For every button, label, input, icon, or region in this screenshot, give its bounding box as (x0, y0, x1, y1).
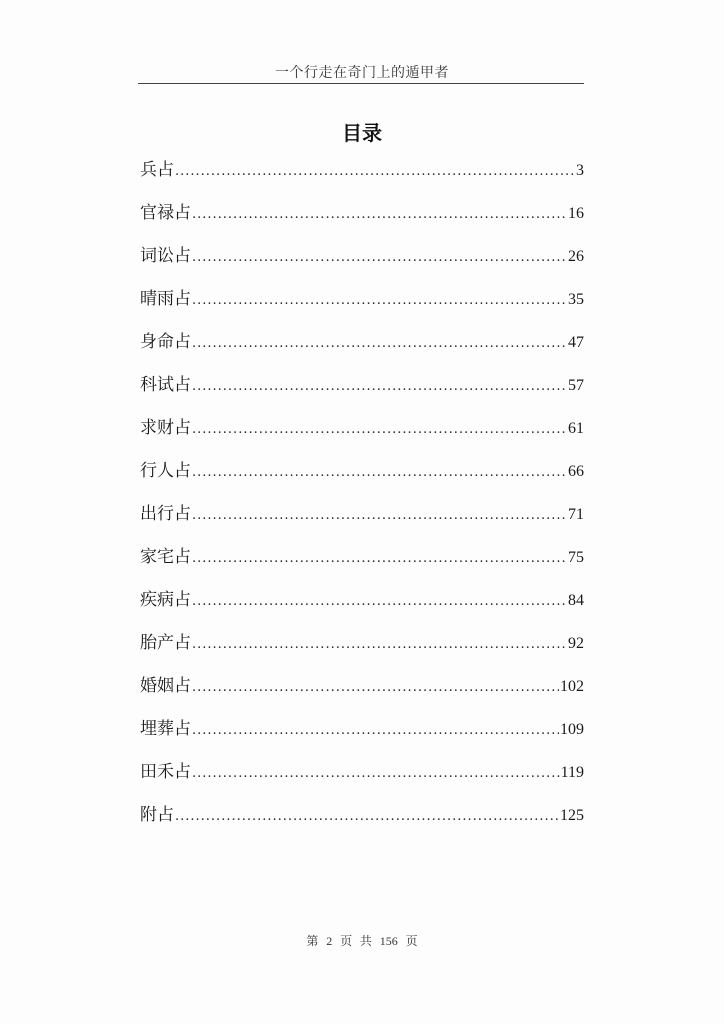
toc-entry[interactable] (140, 242, 584, 285)
toc-entry[interactable] (140, 156, 584, 199)
toc-dot-leader (192, 502, 567, 530)
toc-entry[interactable] (140, 199, 584, 242)
footer-total-pages: 156 (379, 934, 398, 948)
toc-entry[interactable] (140, 543, 584, 586)
toc-entry[interactable] (140, 586, 584, 629)
toc-entry-label: 求财占 (140, 418, 191, 438)
toc-entry[interactable] (140, 328, 584, 371)
toc-entry-label: 附占 (140, 805, 174, 825)
toc-dot-leader (192, 760, 560, 788)
toc-list (140, 156, 584, 844)
toc-entry-label: 胎产占 (140, 633, 191, 653)
toc-entry-page: 47 (568, 334, 584, 351)
toc-entry-page: 125 (560, 807, 584, 824)
toc-entry[interactable] (140, 457, 584, 500)
toc-entry-page: 84 (568, 592, 584, 609)
toc-entry-label: 科试占 (140, 375, 191, 395)
toc-entry-page: 16 (568, 205, 584, 222)
toc-entry-label: 婚姻占 (140, 676, 191, 696)
toc-entry[interactable] (140, 629, 584, 672)
toc-entry-page: 3 (576, 162, 584, 179)
toc-dot-leader (192, 330, 567, 358)
toc-dot-leader (192, 416, 567, 444)
toc-entry-page: 35 (568, 291, 584, 308)
toc-dot-leader (192, 674, 559, 702)
toc-title: 目录 (342, 121, 382, 145)
toc-entry-label: 田禾占 (140, 762, 191, 782)
toc-dot-leader (192, 545, 567, 573)
toc-entry[interactable] (140, 801, 584, 844)
toc-dot-leader (192, 717, 559, 745)
toc-dot-leader (192, 373, 567, 401)
toc-entry[interactable] (140, 672, 584, 715)
toc-entry[interactable] (140, 371, 584, 414)
toc-entry-label: 出行占 (140, 504, 191, 524)
toc-entry[interactable] (140, 414, 584, 457)
footer-current-page: 2 (326, 934, 333, 948)
toc-dot-leader (175, 158, 575, 186)
footer-total-word: 共 (359, 934, 372, 948)
toc-entry-page: 92 (568, 635, 584, 652)
toc-dot-leader (192, 631, 567, 659)
toc-dot-leader (192, 244, 567, 272)
toc-entry-label: 晴雨占 (140, 289, 191, 309)
toc-entry[interactable] (140, 285, 584, 328)
footer-suffix: 页 (405, 934, 418, 948)
toc-dot-leader (192, 459, 567, 487)
toc-dot-leader (192, 588, 567, 616)
toc-entry-label: 身命占 (140, 332, 191, 352)
toc-entry-label: 埋葬占 (140, 719, 191, 739)
toc-entry-page: 71 (568, 506, 584, 523)
toc-entry-label: 词讼占 (140, 246, 191, 266)
toc-entry[interactable] (140, 500, 584, 543)
footer-page-word: 页 (340, 934, 353, 948)
toc-entry[interactable] (140, 758, 584, 801)
running-header: 一个行走在奇门上的遁甲者 (275, 65, 449, 81)
toc-entry-page: 75 (568, 549, 584, 566)
toc-entry-label: 兵占 (140, 160, 174, 180)
header-divider (138, 83, 584, 84)
toc-entry-page: 66 (568, 463, 584, 480)
toc-dot-leader (192, 287, 567, 315)
footer-prefix: 第 (306, 934, 319, 948)
toc-entry-page: 26 (568, 248, 584, 265)
toc-entry-label: 疾病占 (140, 590, 191, 610)
toc-entry-page: 119 (560, 764, 584, 781)
toc-entry-label: 家宅占 (140, 547, 191, 567)
toc-entry-page: 102 (560, 678, 584, 695)
toc-dot-leader (175, 803, 559, 831)
toc-dot-leader (192, 201, 567, 229)
toc-entry-page: 57 (568, 377, 584, 394)
toc-entry-page: 61 (568, 420, 584, 437)
toc-entry-label: 官禄占 (140, 203, 191, 223)
toc-entry[interactable] (140, 715, 584, 758)
page-footer (0, 932, 724, 949)
toc-entry-page: 109 (560, 721, 584, 738)
toc-entry-label: 行人占 (140, 461, 191, 481)
